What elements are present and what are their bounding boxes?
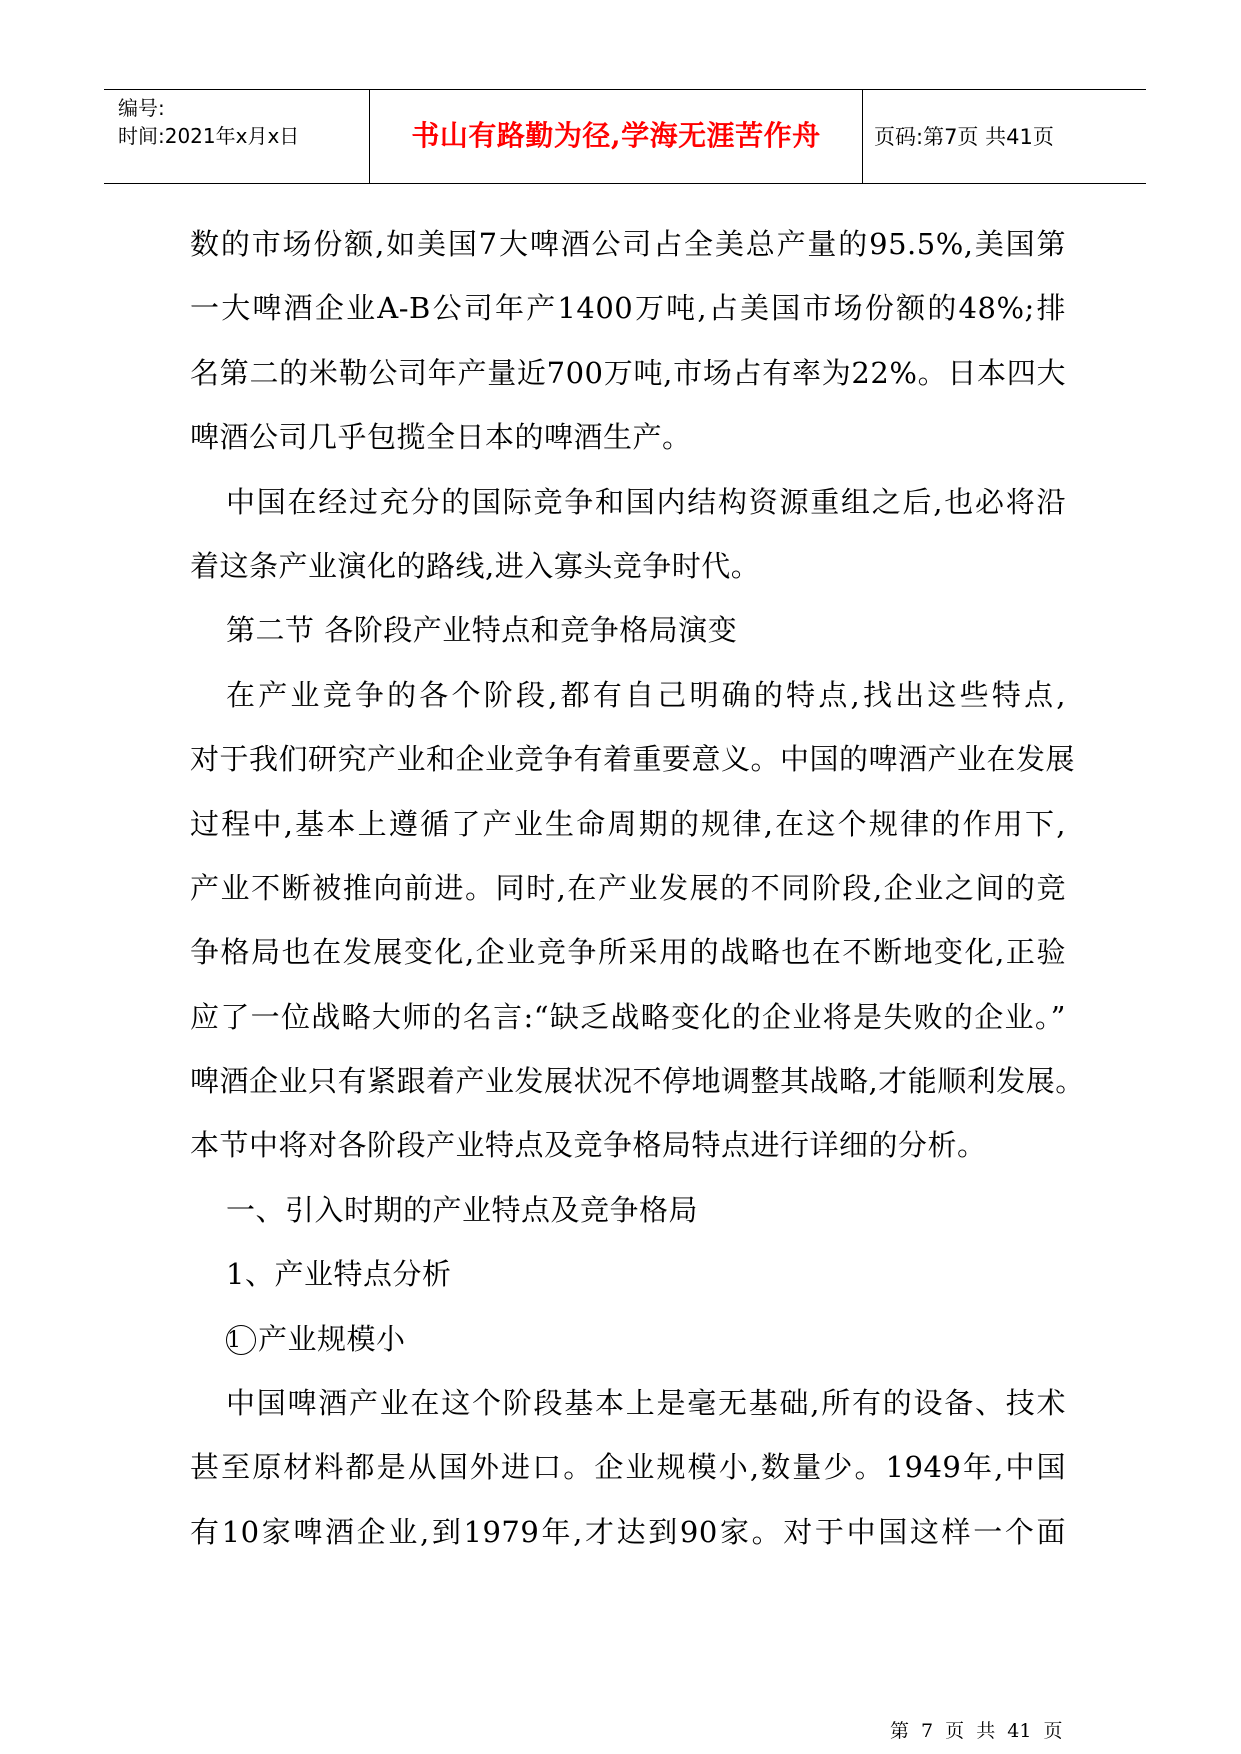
text-line: 啤酒公司几乎包揽全日本的啤酒生产。 (190, 420, 692, 455)
document-body (190, 224, 1085, 1576)
circled-number: 1 (226, 1325, 256, 1355)
text-line: 中国啤酒产业在这个阶段基本上是毫无基础,所有的设备、技术 (226, 1386, 1066, 1421)
number-label: 编号: (118, 96, 165, 120)
text-line: 着这条产业演化的路线,进入寡头竞争时代。 (190, 548, 761, 583)
page-header (104, 89, 1146, 184)
text-line: 中国在经过充分的国际竞争和国内结构资源重组之后,也必将沿 (226, 484, 1066, 519)
text-line: 啤酒企业只有紧跟着产业发展状况不停地调整其战略,才能顺利发展。 (190, 1064, 1085, 1099)
header-meta (118, 94, 368, 150)
text-line: 在产业竞争的各个阶段,都有自己明确的特点,找出这些特点, (226, 677, 1066, 712)
section-heading: 第二节 各阶段产业特点和竞争格局演变 (226, 613, 738, 648)
item-heading-label: 产业规模小 (258, 1321, 406, 1356)
text-line: 数的市场份额,如美国7大啤酒公司占全美总产量的95.5%,美国第 (190, 227, 1066, 261)
text-line: 过程中,基本上遵循了产业生命周期的规律,在这个规律的作用下, (190, 806, 1066, 841)
text-line: 有10家啤酒企业,到1979年,才达到90家。对于中国这样一个面 (190, 1514, 1066, 1549)
item-heading (190, 1319, 1066, 1383)
text-line: 名第二的米勒公司年产量近700万吨,市场占有率为22%。日本四大 (190, 355, 1066, 390)
header-motto: 书山有路勤为径,学海无涯苦作舟 (411, 119, 821, 152)
page-footer: 第 7 页 共 41 页 (890, 1720, 1063, 1742)
header-divider (369, 90, 370, 183)
time-label: 时间:2021年x月x日 (118, 124, 300, 148)
text-line: 应了一位战略大师的名言:“缺乏战略变化的企业将是失败的企业。” (190, 999, 1066, 1034)
page-code: 页码:第7页 共41页 (874, 125, 1054, 149)
text-line: 产业不断被推向前进。同时,在产业发展的不同阶段,企业之间的竞 (190, 870, 1066, 905)
text-line: 对于我们研究产业和企业竞争有着重要意义。中国的啤酒产业在发展 (190, 742, 1076, 777)
subsection-heading: 一、引入时期的产业特点及竞争格局 (226, 1192, 699, 1227)
header-divider (862, 90, 863, 183)
text-line: 一大啤酒企业A-B公司年产1400万吨,占美国市场份额的48%;排 (190, 291, 1066, 326)
text-line: 本节中将对各阶段产业特点及竞争格局特点进行详细的分析。 (190, 1128, 987, 1163)
text-line: 甚至原材料都是从国外进口。企业规模小,数量少。1949年,中国 (190, 1450, 1066, 1485)
text-line: 争格局也在发展变化,企业竞争所采用的战略也在不断地变化,正验 (190, 935, 1066, 970)
subsection-heading: 1、产业特点分析 (226, 1257, 452, 1292)
